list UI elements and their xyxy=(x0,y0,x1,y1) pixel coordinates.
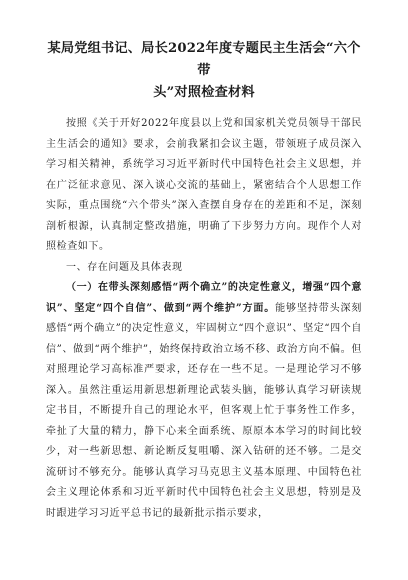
section-heading: 一、存在问题及具体表现 xyxy=(66,261,183,273)
subsection-paragraph xyxy=(46,278,362,524)
document-title xyxy=(46,38,362,104)
title-line-1: 某局党组书记、局长2022年度专题民主生活会“六个带 xyxy=(47,41,361,78)
subsection-body: 能够坚持带头深刻感悟“两个确立”的决定性意义，牢固树立“四个意识”、坚定“四个自信”、做到“两个维护”，始终保持政治立场不移、政治方向不偏。但对照理论学习高标准严要求，还存在一些不足。一是理论学习不够深入。虽然注重运用新思想新理论武装头脑，能够认真学习研读规定书目，不断提升自己的理论水平，但客观上忙于事务性工作多，牵扯了大量的精力，静下心来全面系统、原原本本学习的时间比较少，对一些新思想、新论断反复咀嚼、深入钻研的还不够。二是交流研讨不够充分。能够认真学习马克思主义基本原理、中国特色社会主义理论体系和习近平新时代中国特色社会主义思想，特别是及时跟进学习习近平总书记的最新批示指示要求， xyxy=(46,302,362,519)
intro-paragraph: 按照《关于开好2022年度县以上党和国家机关党员领导干部民主生活会的通知》要求，会前我紧扣会议主题，带领班子成员深入学习相关精神，系统学习习近平新时代中国特色社会主义思想，并在广泛征求意见、深入谈心交流的基础上，紧密结合个人思想工作实际，重点围绕“六个带头”深入查摆自身存在的差距和不足，深刻剖析根源，认真制定整改措施，明确了下步努力方向。现作个人对照检查如下。 xyxy=(46,118,362,252)
subsection-heading: （一）在带头深刻感悟“两个确立”的决定性意义，增强“四个意识”、坚定“四个自信”、做到“两个维护”方面。 xyxy=(46,282,362,314)
title-line-2: 头”对照检查材料 xyxy=(153,85,255,100)
